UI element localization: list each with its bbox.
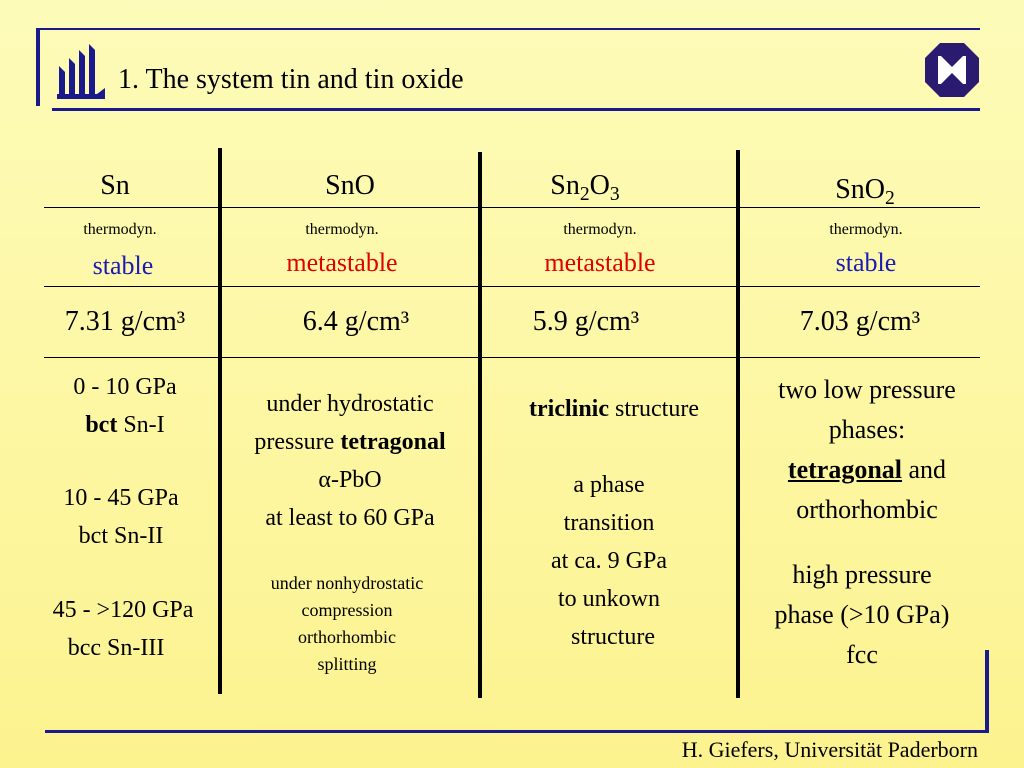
status-sn: stable [92,251,154,280]
column-header-sn: Sn [100,170,130,201]
frame-bottom-line [45,730,989,733]
sn-phases-3: 45 - >120 GPa bcc Sn-III [52,597,194,661]
close-icon[interactable] [924,42,980,98]
sn-phases-2: 10 - 45 GPa bct Sn-II [63,485,179,549]
sno2-high-pressure: high pressure phase (>10 GPa) fcc [774,560,950,669]
row-divider-2 [44,286,980,287]
sn2o3-structure: triclinic structure [529,396,699,422]
row-divider-1 [44,207,980,208]
status-sno2: stable [835,248,897,277]
sno2-low-pressure: two low pressure phases: tetragonal and orthorhombic [778,375,956,524]
row-divider-3 [44,357,980,358]
column-header-sno: SnO [325,170,375,201]
column-header-sno2: SnO$_2$ [835,174,895,209]
label-thermodyn-sn2o3: thermodyn. [563,221,637,238]
status-sn2o3: metastable [544,248,656,277]
label-thermodyn-sno2: thermodyn. [829,221,903,238]
status-sno: metastable [286,248,398,277]
label-thermodyn-sn: thermodyn. [83,221,157,238]
frame-left-bar [36,28,40,106]
column-divider-2 [478,152,482,698]
frame-header-line [52,108,980,111]
density-sn2o3: 5.9 g/cm³ [532,306,640,337]
density-sn: 7.31 g/cm³ [64,306,186,337]
footer-credit: H. Giefers, Universität Paderborn [681,737,978,762]
sno-nonhydrostatic: under nonhydrostatic compression orthorhombic splitting [270,573,424,674]
sn-phases-1: 0 - 10 GPa bct Sn-I [73,374,177,438]
frame-right-bar [985,650,989,732]
frame-top-line [36,28,980,30]
sn2o3-transition: a phase transition at ca. 9 GPa to unkown structure [551,472,667,650]
page-title: 1. The system tin and tin oxide [118,64,464,95]
label-thermodyn-sno: thermodyn. [305,221,379,238]
density-sno2: 7.03 g/cm³ [799,306,921,337]
column-header-sn2o3: $Sn_2O_3$ [550,170,620,205]
sno-hydrostatic: under hydrostatic pressure tetragonal α-PbO at least to 60 GPa [254,391,446,531]
university-logo [55,44,107,100]
density-sno: 6.4 g/cm³ [302,306,410,337]
